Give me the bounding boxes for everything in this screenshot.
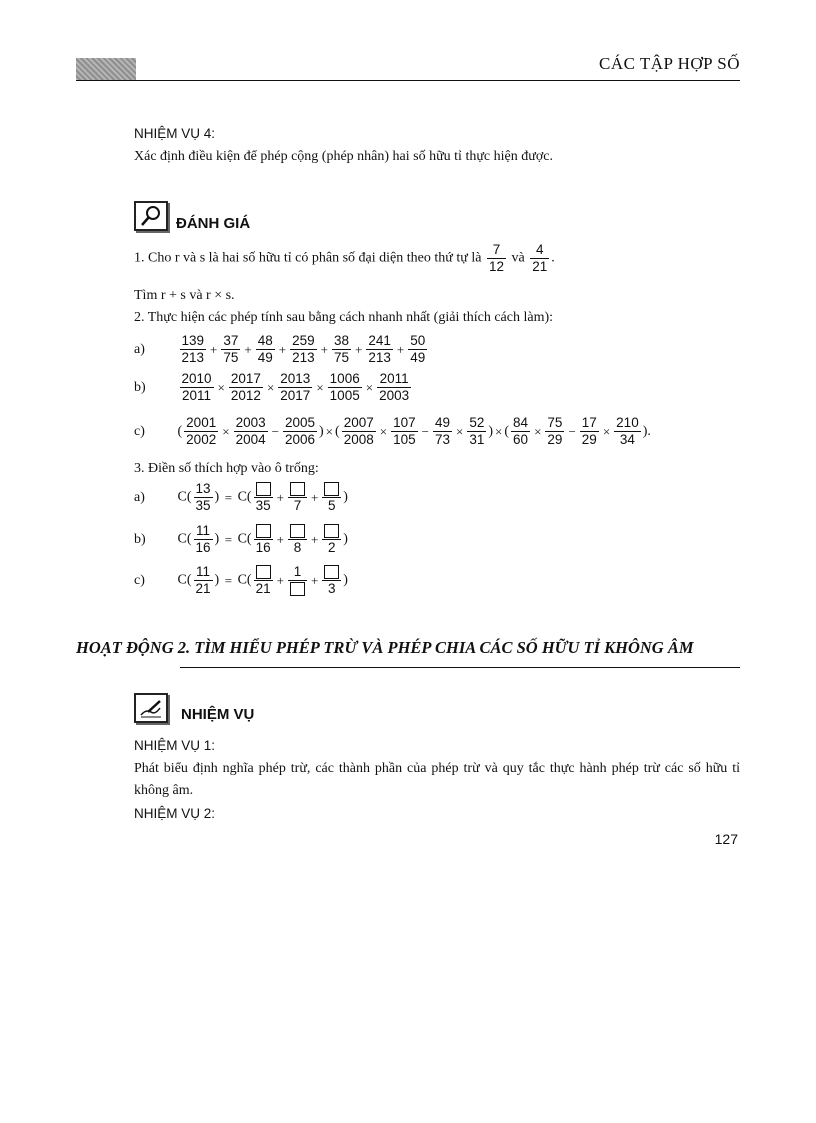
fraction: $\frac{2013}{2017}$: [280, 371, 311, 403]
fraction: $\frac{49}{73}$: [434, 415, 450, 447]
q3a-expression: a) C( $\frac{13}{35}$ ) = C( 35 + 7 + 5 ): [134, 481, 348, 513]
fraction: $\frac{107}{105}$: [393, 415, 416, 447]
blank-box[interactable]: [256, 565, 271, 579]
fraction: $\frac{210}{34}$: [616, 415, 639, 447]
danh-gia-title: ĐÁNH GIÁ: [176, 215, 251, 232]
fraction: $\frac{2001}{2002}$: [186, 415, 217, 447]
fraction: $\frac{2005}{2006}$: [284, 415, 315, 447]
blank-box[interactable]: [324, 482, 339, 496]
fraction: $\frac{1006}{1005}$: [329, 371, 360, 403]
header-title: CÁC TẬP HỢP SỐ: [599, 54, 740, 73]
page-number: 127: [714, 831, 738, 847]
q1-text: 1. Cho r và s là hai số hữu tỉ có phân số đại diện theo thứ tự là: [134, 250, 482, 266]
item-label: a): [134, 341, 145, 357]
task4-label: NHIỆM VỤ 4:: [134, 126, 216, 141]
blank-box[interactable]: [290, 582, 305, 596]
q2a-expression: [134, 333, 429, 366]
fraction: $\frac{84}{60}$: [513, 415, 529, 447]
task1-text: Phát biểu định nghĩa phép trừ, các thành phần của phép trừ và quy tắc thực hành phép trừ các số hữu tỉ không âm.: [134, 761, 740, 798]
fraction: $\frac{37}{75}$: [223, 333, 239, 365]
blank-box[interactable]: [290, 524, 305, 538]
question-2: 2. Thực hiện các phép tính sau bằng cách nhanh nhất (giải thích cách làm):: [134, 310, 554, 325]
fraction: $\frac{38}{75}$: [334, 333, 350, 365]
header-rule: [76, 80, 740, 81]
question-3: 3. Điền số thích hợp vào ô trống:: [134, 461, 319, 476]
fraction: $\frac{2007}{2008}$: [343, 415, 374, 447]
q3b-expression: b) C( $\frac{11}{16}$ ) = C( 16 + 8 + 2 ): [134, 523, 348, 555]
fraction: $\frac{52}{31}$: [469, 415, 485, 447]
nhiem-vu-title: NHIỆM VỤ: [181, 706, 255, 723]
blank-box[interactable]: [256, 482, 271, 496]
fraction: $\frac{2011}{2003}$: [379, 371, 410, 403]
magnifier-icon: [134, 201, 168, 231]
q1-find: Tìm r + s và r × s.: [134, 288, 235, 303]
fraction: $\frac{259}{213}$: [292, 333, 315, 365]
q2b-terms: $\frac{2010}{2011}$ × $\frac{2017}{2012}$ × $\frac{2013}{2017}$ × $\frac{1006}{1005}$ × $\frac{2011}{2003}$: [181, 371, 410, 403]
q2c-terms: ( $\frac{2001}{2002}$ × $\frac{2003}{2004}$ − $\frac{2005}{2006}$ ) × ( $\frac{2007}{2008}$ × $\frac{107}{105}$ − $\frac{49}{73}$ × $\frac{52}{31}$ ) × ( $\frac{84}{60}$ × $\frac{75}{29}$ − $\frac{17}{29}$ × $\frac{210}{34}$ ).: [177, 415, 651, 447]
fraction: $\frac{75}{29}$: [547, 415, 563, 447]
blank-box[interactable]: [324, 524, 339, 538]
fraction: $\frac{2003}{2004}$: [235, 415, 266, 447]
fraction: $\frac{7}{12}$: [488, 242, 504, 274]
q2a-terms: $\frac{139}{213}$ + $\frac{37}{75}$ + $\frac{48}{49}$ + $\frac{259}{213}$ + $\frac{38}{75}$ + $\frac{241}{213}$ + $\frac{50}{49}$: [181, 333, 426, 365]
activity-rule: [180, 667, 740, 668]
activity-2-title: HOẠT ĐỘNG 2. TÌM HIỂU PHÉP TRỪ VÀ PHÉP CHIA CÁC SỐ HỮU TỈ KHÔNG ÂM: [76, 638, 694, 657]
header-decoration: [76, 58, 136, 80]
task4-text: Xác định điều kiện để phép cộng (phép nhân) hai số hữu tỉ thực hiện được.: [134, 149, 553, 164]
fraction: $\frac{241}{213}$: [368, 333, 391, 365]
fraction: $\frac{4}{21}$: [532, 242, 548, 274]
item-label: b): [134, 379, 146, 395]
blank-box[interactable]: [324, 565, 339, 579]
blank-box[interactable]: [256, 524, 271, 538]
fraction: $\frac{2010}{2011}$: [181, 371, 212, 403]
item-label: c): [134, 423, 145, 439]
fraction: $\frac{48}{49}$: [257, 333, 273, 365]
q2c-expression: [134, 415, 651, 448]
task2-label: NHIỆM VỤ 2:: [134, 806, 216, 821]
task1-label: NHIỆM VỤ 1:: [134, 738, 216, 753]
question-1: 1. Cho r và s là hai số hữu tỉ có phân số đại diện theo thứ tự là $\frac{7}{12}$ và $\frac{4}{21}$ .: [134, 242, 555, 274]
fraction: $\frac{50}{49}$: [410, 333, 426, 365]
fraction: $\frac{139}{213}$: [181, 333, 205, 365]
blank-box[interactable]: [290, 482, 305, 496]
fraction: $\frac{17}{29}$: [581, 415, 597, 447]
q2b-expression: [134, 371, 413, 404]
fraction: $\frac{2017}{2012}$: [230, 371, 261, 403]
pen-writing-icon: [134, 693, 168, 723]
q3c-expression: c) C( $\frac{11}{21}$ ) = C( 21 + 1 + 3 ): [134, 564, 348, 596]
q1-and: và: [511, 250, 525, 266]
